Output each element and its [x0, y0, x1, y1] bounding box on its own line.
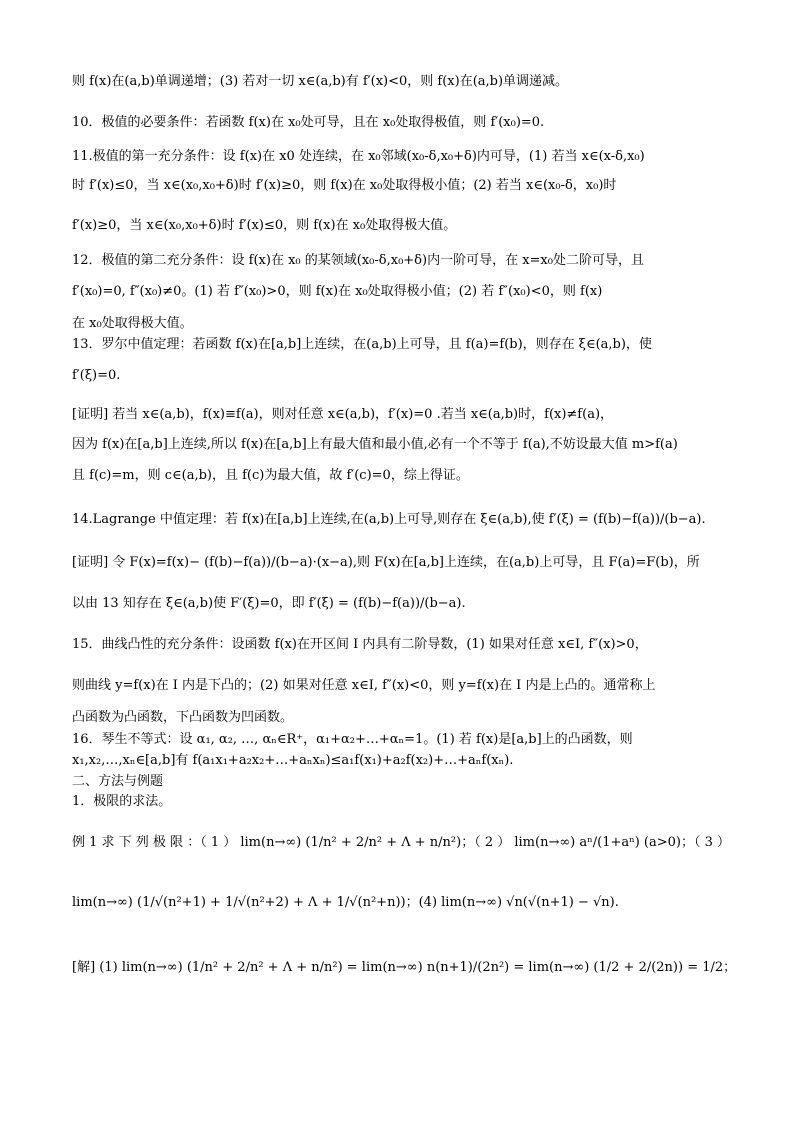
text-line: 在 x₀处取得极大值。: [72, 316, 193, 331]
text-line: 16．琴生不等式：设 α₁, α₂, …, αₙ∈R⁺，α₁+α₂+…+αₙ=1。(1) 若 f(x)是[a,b]上的凸函数，则: [72, 732, 633, 747]
text-line: 且 f(c)=m，则 c∈(a,b)，且 f(c)为最大值，故 f′(c)=0，综上得证。: [72, 468, 469, 483]
example-line: 例 1 求 下 列 极 限 ：（ 1 ） lim(n→∞) (1/n² + 2/n² + Λ + n/n²)；（ 2 ） lim(n→∞) aⁿ/(1+aⁿ) (a>0)；（ 3 ）: [72, 835, 731, 850]
text-line: 14.Lagrange 中值定理：若 f(x)在[a,b]上连续,在(a,b)上可导,则存在 ξ∈(a,b),使 f′(ξ) = (f(b)−f(a))/(b−a).: [72, 512, 706, 527]
text-line: f′(x₀)=0, f″(x₀)≠0。(1) 若 f″(x₀)>0，则 f(x)在 x₀处取得极小值；(2) 若 f″(x₀)<0，则 f(x): [72, 284, 603, 299]
text-line: [证明] 令 F(x)=f(x)− (f(b)−f(a))/(b−a)·(x−a),则 F(x)在[a,b]上连续，在(a,b)上可导，且 F(a)=F(b)，所: [72, 555, 700, 570]
solution-line: [解] (1) lim(n→∞) (1/n² + 2/n² + Λ + n/n²) = lim(n→∞) n(n+1)/(2n²) = lim(n→∞) (1/2 + 2/(2n)) = 1/2；: [72, 960, 737, 975]
text-line: [证明] 若当 x∈(a,b)，f(x)≡f(a)，则对任意 x∈(a,b)，f′(x)=0 .若当 x∈(a,b)时，f(x)≠f(a)，: [72, 407, 614, 422]
section-heading: 二、方法与例题: [72, 774, 164, 789]
text-line: 时 f′(x)≤0，当 x∈(x₀,x₀+δ)时 f′(x)≥0，则 f(x)在 x₀处取得极小值；(2) 若当 x∈(x₀-δ，x₀)时: [72, 178, 617, 193]
text-line: 13．罗尔中值定理：若函数 f(x)在[a,b]上连续，在(a,b)上可导，且 f(a)=f(b)，则存在 ξ∈(a,b)，使: [72, 337, 652, 352]
text-line: 则曲线 y=f(x)在 I 内是下凸的；(2) 如果对任意 x∈I, f″(x)<0，则 y=f(x)在 I 内是上凸的。通常称上: [72, 678, 656, 693]
text-line: 11.极值的第一充分条件：设 f(x)在 x0 处连续，在 x₀邻域(x₀-δ,x₀+δ)内可导，(1) 若当 x∈(x-δ,x₀): [72, 149, 645, 164]
text-line: 凸函数为凸函数，下凸函数为凹函数。: [72, 710, 294, 725]
text-line: x₁,x₂,…,xₙ∈[a,b]有 f(a₁x₁+a₂x₂+…+aₙxₙ)≤a₁f(x₁)+a₂f(x₂)+…+aₙf(xₙ).: [72, 753, 514, 768]
text-line: f′(ξ)=0.: [72, 368, 121, 383]
text-line: 以由 13 知存在 ξ∈(a,b)使 F′(ξ)=0，即 f′(ξ) = (f(b)−f(a))/(b−a).: [72, 596, 466, 611]
text-line: 则 f(x)在(a,b)单调递增；(3) 若对一切 x∈(a,b)有 f′(x)<0，则 f(x)在(a,b)单调递减。: [72, 74, 569, 89]
subsection-heading: 1．极限的求法。: [72, 794, 172, 809]
text-line: 10．极值的必要条件：若函数 f(x)在 x₀处可导，且在 x₀处取得极值，则 f′(x₀)=0.: [72, 115, 545, 130]
text-line: 12．极值的第二充分条件：设 f(x)在 x₀ 的某领域(x₀-δ,x₀+δ)内一阶可导，在 x=x₀处二阶可导，且: [72, 253, 644, 268]
text-line: 15．曲线凸性的充分条件：设函数 f(x)在开区间 I 内具有二阶导数，(1) 如果对任意 x∈I, f″(x)>0，: [72, 637, 648, 652]
text-line: 因为 f(x)在[a,b]上连续,所以 f(x)在[a,b]上有最大值和最小值,必有一个不等于 f(a),不妨设最大值 m>f(a): [72, 437, 678, 452]
text-line: f′(x)≥0，当 x∈(x₀,x₀+δ)时 f′(x)≤0，则 f(x)在 x₀处取得极大值。: [72, 218, 457, 233]
example-line: lim(n→∞) (1/√(n²+1) + 1/√(n²+2) + Λ + 1/√(n²+n))；(4) lim(n→∞) √n(√(n+1) − √n).: [72, 895, 619, 910]
